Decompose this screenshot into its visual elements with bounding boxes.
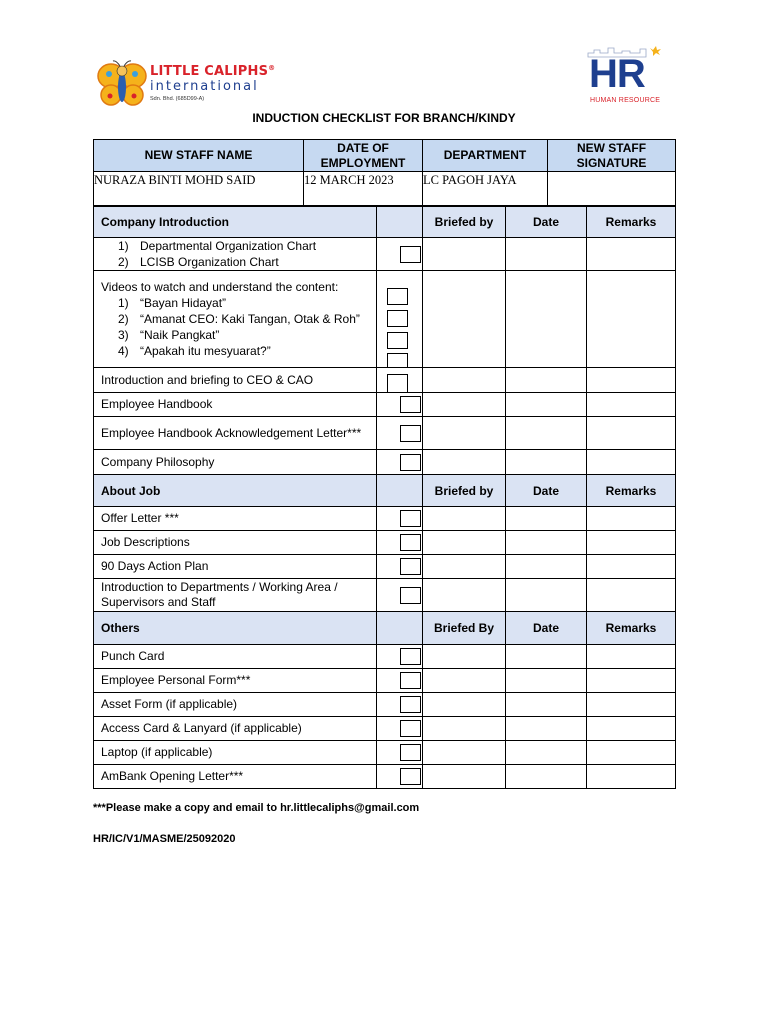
- section-header-others: [94, 612, 676, 645]
- document-code: HR/IC/V1/MASME/25092020: [93, 833, 236, 845]
- checklist-row: [94, 579, 676, 612]
- hr-logo: [586, 44, 670, 108]
- checklist-row: [94, 507, 676, 531]
- checklist-row: [94, 450, 676, 475]
- remarks-cell[interactable]: [587, 765, 676, 789]
- remarks-cell[interactable]: [587, 393, 676, 417]
- checklist-row: [94, 741, 676, 765]
- briefed-by-cell[interactable]: [423, 717, 506, 741]
- section-header-company-introduction: [94, 207, 676, 238]
- checklist-table: [93, 206, 676, 789]
- date-cell[interactable]: [506, 450, 587, 475]
- checklist-item-label: 90 Days Action Plan: [94, 555, 377, 579]
- employment-date-value[interactable]: 12 MARCH 2023: [304, 172, 423, 206]
- header-date-of-employment: DATE OF EMPLOYMENT: [304, 140, 423, 172]
- checklist-row-organization-charts: [94, 238, 676, 271]
- briefed-by-cell[interactable]: [423, 645, 506, 669]
- briefed-by-cell[interactable]: [423, 765, 506, 789]
- video-item: 4) “Apakah itu mesyuarat?”: [118, 344, 271, 358]
- checklist-item-label: Company Philosophy: [94, 450, 377, 475]
- checkbox[interactable]: [400, 425, 421, 442]
- remarks-cell[interactable]: [587, 531, 676, 555]
- signature-field[interactable]: [548, 172, 676, 206]
- checkbox[interactable]: [400, 648, 421, 665]
- checkbox[interactable]: [400, 672, 421, 689]
- date-cell[interactable]: [506, 717, 587, 741]
- checkbox-organization-charts[interactable]: [400, 246, 421, 263]
- staff-name-value[interactable]: NURAZA BINTI MOHD SAID: [94, 172, 304, 206]
- section-checkbox-column-header: [377, 612, 423, 645]
- checklist-item-label: Introduction to Departments / Working Area / Supervisors and Staff: [94, 579, 377, 612]
- checkbox[interactable]: [400, 396, 421, 413]
- checklist-item-label: Offer Letter ***: [94, 507, 377, 531]
- checklist-item-label: Introduction and briefing to CEO & CAO: [94, 368, 377, 393]
- checklist-item-label: AmBank Opening Letter***: [94, 765, 377, 789]
- checklist-item-label: Job Descriptions: [94, 531, 377, 555]
- remarks-cell[interactable]: [587, 555, 676, 579]
- section-title: About Job: [94, 475, 377, 507]
- video-item: 1) “Bayan Hidayat”: [118, 296, 227, 310]
- section-checkbox-column-header: [377, 475, 423, 507]
- hr-logo-text: HR: [589, 52, 645, 96]
- checklist-item-label: Employee Handbook Acknowledgement Letter***: [94, 417, 377, 450]
- checklist-row: [94, 693, 676, 717]
- checkbox[interactable]: [400, 510, 421, 527]
- remarks-cell[interactable]: [587, 693, 676, 717]
- logo-subtext: international: [150, 79, 259, 94]
- date-cell[interactable]: [506, 741, 587, 765]
- butterfly-icon: [96, 60, 148, 110]
- briefed-by-cell[interactable]: [423, 450, 506, 475]
- video-item: 2) “Amanat CEO: Kaki Tangan, Otak & Roh”: [118, 312, 360, 326]
- checkbox[interactable]: [400, 534, 421, 551]
- column-remarks: Remarks: [587, 207, 676, 238]
- checklist-row: [94, 717, 676, 741]
- checklist-item-label: Asset Form (if applicable): [94, 693, 377, 717]
- remarks-cell[interactable]: [587, 368, 676, 393]
- checklist-item-label: Employee Personal Form***: [94, 669, 377, 693]
- checklist-item-organization-charts: [94, 238, 377, 271]
- checklist-item-videos: [94, 271, 377, 368]
- briefed-by-cell[interactable]: [423, 417, 506, 450]
- checkbox[interactable]: [400, 744, 421, 761]
- checklist-row: [94, 765, 676, 789]
- checklist-item-label: Access Card & Lanyard (if applicable): [94, 717, 377, 741]
- date-cell[interactable]: [506, 765, 587, 789]
- list-item: 2) LCISB Organization Chart: [118, 255, 279, 269]
- checkbox[interactable]: [400, 696, 421, 713]
- date-cell[interactable]: [506, 555, 587, 579]
- list-item: 1) Departmental Organization Chart: [118, 239, 317, 253]
- remarks-cell[interactable]: [587, 450, 676, 475]
- date-cell[interactable]: [506, 393, 587, 417]
- remarks-cell[interactable]: [587, 717, 676, 741]
- checklist-row: [94, 393, 676, 417]
- column-briefed-by: Briefed by: [423, 207, 506, 238]
- checklist-item-label: Punch Card: [94, 645, 377, 669]
- checkbox[interactable]: [400, 768, 421, 785]
- column-remarks: Remarks: [587, 475, 676, 507]
- briefed-by-cell[interactable]: [423, 741, 506, 765]
- section-title: Others: [94, 612, 377, 645]
- date-cell[interactable]: [506, 645, 587, 669]
- department-value[interactable]: LC PAGOH JAYA: [423, 172, 548, 206]
- document-title: INDUCTION CHECKLIST FOR BRANCH/KINDY: [252, 111, 516, 125]
- remarks-cell[interactable]: [587, 417, 676, 450]
- staff-info-table: [93, 139, 676, 206]
- remarks-cell[interactable]: [587, 669, 676, 693]
- video-item: 3) “Naik Pangkat”: [118, 328, 220, 342]
- checklist-row-videos: [94, 271, 676, 368]
- checkbox-video-2[interactable]: [387, 310, 408, 327]
- checkbox-video-1[interactable]: [387, 288, 408, 305]
- date-cell[interactable]: [506, 507, 587, 531]
- date-cell[interactable]: [506, 531, 587, 555]
- hr-logo-caption: HUMAN RESOURCE: [590, 97, 661, 104]
- checkbox[interactable]: [400, 587, 421, 604]
- briefed-by-cell[interactable]: [423, 271, 506, 368]
- staff-info-header-row: [94, 140, 676, 172]
- footnote: ***Please make a copy and email to hr.littlecaliphs@gmail.com: [93, 802, 420, 814]
- header-department: DEPARTMENT: [423, 140, 548, 172]
- checkbox[interactable]: [400, 558, 421, 575]
- remarks-cell[interactable]: [587, 645, 676, 669]
- little-caliphs-logo: [96, 60, 286, 110]
- date-cell[interactable]: [506, 693, 587, 717]
- date-cell[interactable]: [506, 238, 587, 271]
- logo-registration-number: Sdn. Bhd. (685D99-A): [150, 96, 205, 102]
- date-cell[interactable]: [506, 271, 587, 368]
- remarks-cell[interactable]: [587, 741, 676, 765]
- briefed-by-cell[interactable]: [423, 393, 506, 417]
- column-date: Date: [506, 207, 587, 238]
- remarks-cell[interactable]: [587, 507, 676, 531]
- section-header-about-job: [94, 475, 676, 507]
- remarks-cell[interactable]: [587, 271, 676, 368]
- logo-brand-text: LITTLE CALIPHS®: [150, 64, 276, 79]
- briefed-by-cell[interactable]: [423, 669, 506, 693]
- date-cell[interactable]: [506, 579, 587, 612]
- header-new-staff-name: NEW STAFF NAME: [94, 140, 304, 172]
- checklist-item-label: Employee Handbook: [94, 393, 377, 417]
- briefed-by-cell[interactable]: [423, 531, 506, 555]
- staff-info-value-row: [94, 172, 676, 206]
- header-new-staff-signature: NEW STAFF SIGNATURE: [548, 140, 676, 172]
- checklist-row: [94, 669, 676, 693]
- checklist-row: [94, 368, 676, 393]
- column-briefed-by: Briefed by: [423, 475, 506, 507]
- date-cell[interactable]: [506, 417, 587, 450]
- section-checkbox-column-header: [377, 207, 423, 238]
- section-title: Company Introduction: [94, 207, 377, 238]
- briefed-by-cell[interactable]: [423, 368, 506, 393]
- column-date: Date: [506, 475, 587, 507]
- checkbox[interactable]: [400, 720, 421, 737]
- checklist-row: [94, 645, 676, 669]
- checkbox-video-3[interactable]: [387, 332, 408, 349]
- checkbox[interactable]: [387, 374, 408, 392]
- date-cell[interactable]: [506, 368, 587, 393]
- remarks-cell[interactable]: [587, 579, 676, 612]
- briefed-by-cell[interactable]: [423, 579, 506, 612]
- videos-heading: Videos to watch and understand the content:: [101, 280, 339, 294]
- checklist-row: [94, 555, 676, 579]
- remarks-cell[interactable]: [587, 238, 676, 271]
- column-briefed-by: Briefed By: [423, 612, 506, 645]
- column-date: Date: [506, 612, 587, 645]
- checklist-item-label: Laptop (if applicable): [94, 741, 377, 765]
- column-remarks: Remarks: [587, 612, 676, 645]
- briefed-by-cell[interactable]: [423, 507, 506, 531]
- briefed-by-cell[interactable]: [423, 238, 506, 271]
- briefed-by-cell[interactable]: [423, 555, 506, 579]
- checkbox-video-4[interactable]: [387, 353, 408, 368]
- checklist-row: [94, 417, 676, 450]
- date-cell[interactable]: [506, 669, 587, 693]
- checkbox[interactable]: [400, 454, 421, 471]
- briefed-by-cell[interactable]: [423, 693, 506, 717]
- checklist-row: [94, 531, 676, 555]
